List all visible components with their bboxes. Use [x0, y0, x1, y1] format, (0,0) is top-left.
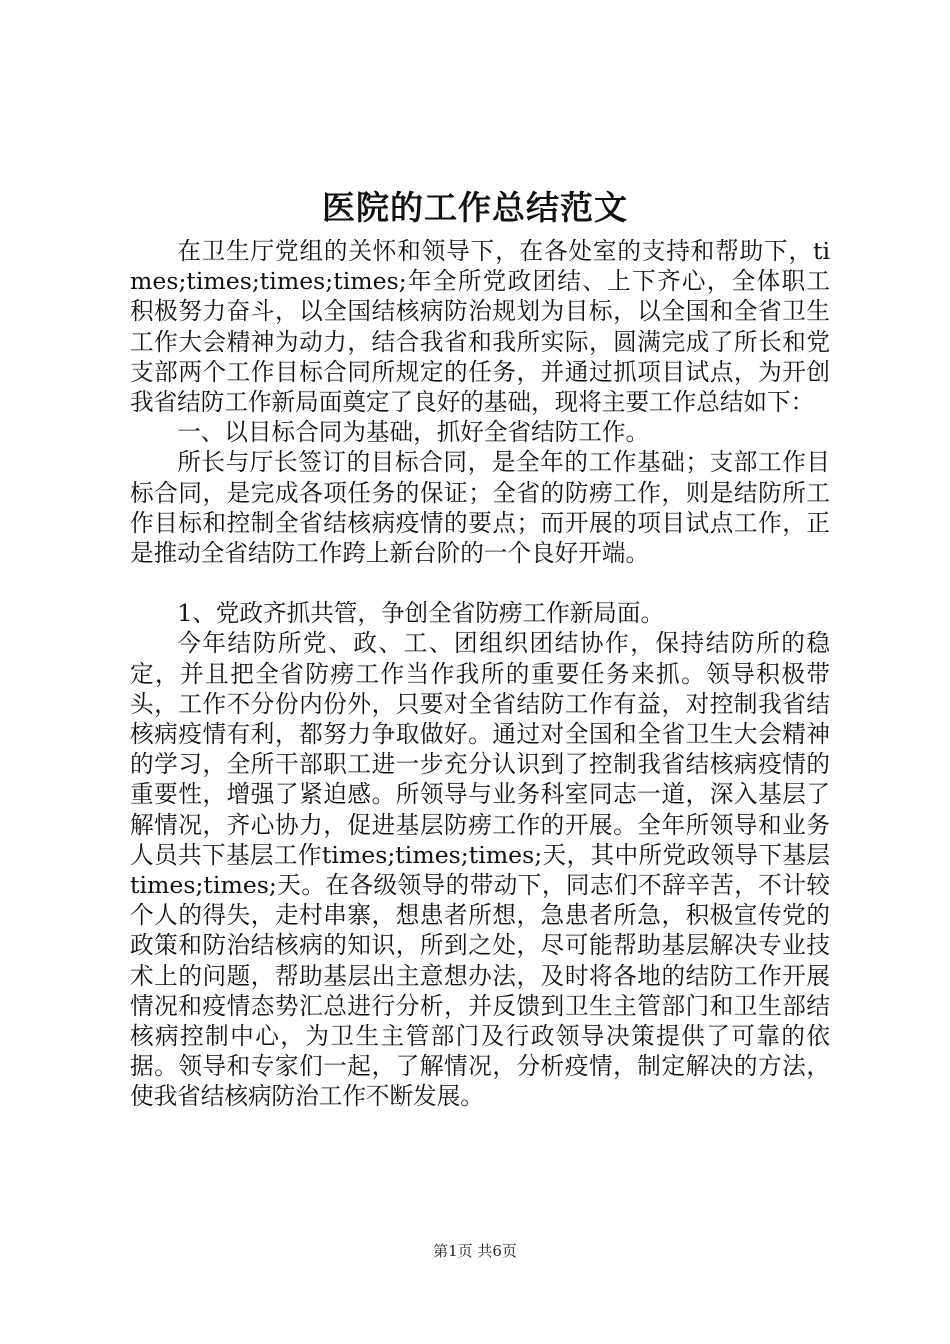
page-number-footer: 第1页 共6页 — [433, 1242, 517, 1260]
subsection-paragraph-1: 今年结防所党、政、工、团组织团结协作，保持结防所的稳定，并且把全省防痨工作当作我所的重要任务来抓。领导积极带头，工作不分份内份外，只要对全省结防工作有益，对控制我省结核病疫情有利，都努力争取做好。通过对全国和全省卫生大会精神的学习，全所干部职工进一步充分认识到了控制我省结核病疫情的重要性，增强了紧迫感。所领导与业务科室同志一道，深入基层了解情况，齐心协力，促进基层防痨工作的开展。全年所领导和业务人员共下基层工作times;times;times;天，其中所党政领导下基层times;times;天。在各级领导的带动下，同志们不辞辛苦，不计较个人的得失，走村串寨，想患者所想，急患者所急，积极宣传党的政策和防治结核病的知识，所到之处，尽可能帮助基层解决专业技术上的问题，帮助基层出主意想办法，及时将各地的结防工作开展情况和疫情态势汇总进行分析，并反馈到卫生主管部门和卫生部结核病控制中心，为卫生主管部门及行政领导决策提供了可靠的依据。领导和专家们一起，了解情况，分析疫情，制定解决的方法，使我省结核病防治工作不断发展。 — [130, 629, 830, 1111]
document-title: 医院的工作总结范文 — [322, 188, 628, 227]
section-heading-1: 一、以目标合同为基础，抓好全省结防工作。 — [177, 418, 650, 447]
document-body — [130, 236, 830, 1112]
intro-paragraph: 在卫生厅党组的关怀和领导下，在各处室的支持和帮助下，times;times;times;times;年全所党政团结、上下齐心，全体职工积极努力奋斗，以全国结核病防治规划为目标，以全国和全省卫生工作大会精神为动力，结合我省和我所实际，圆满完成了所长和党支部两个工作目标合同所规定的任务，并通过抓项目试点，为开创我省结防工作新局面奠定了良好的基础，现将主要工作总结如下： — [130, 237, 830, 417]
subsection-heading-1: 1、党政齐抓共管，争创全省防痨工作新局面。 — [177, 599, 665, 628]
section-paragraph-1: 所长与厅长签订的目标合同，是全年的工作基础；支部工作目标合同，是完成各项任务的保证；全省的防痨工作，则是结防所工作目标和控制全省结核病疫情的要点；而开展的项目试点工作，正是推动全省结防工作跨上新台阶的一个良好开端。 — [130, 448, 830, 568]
